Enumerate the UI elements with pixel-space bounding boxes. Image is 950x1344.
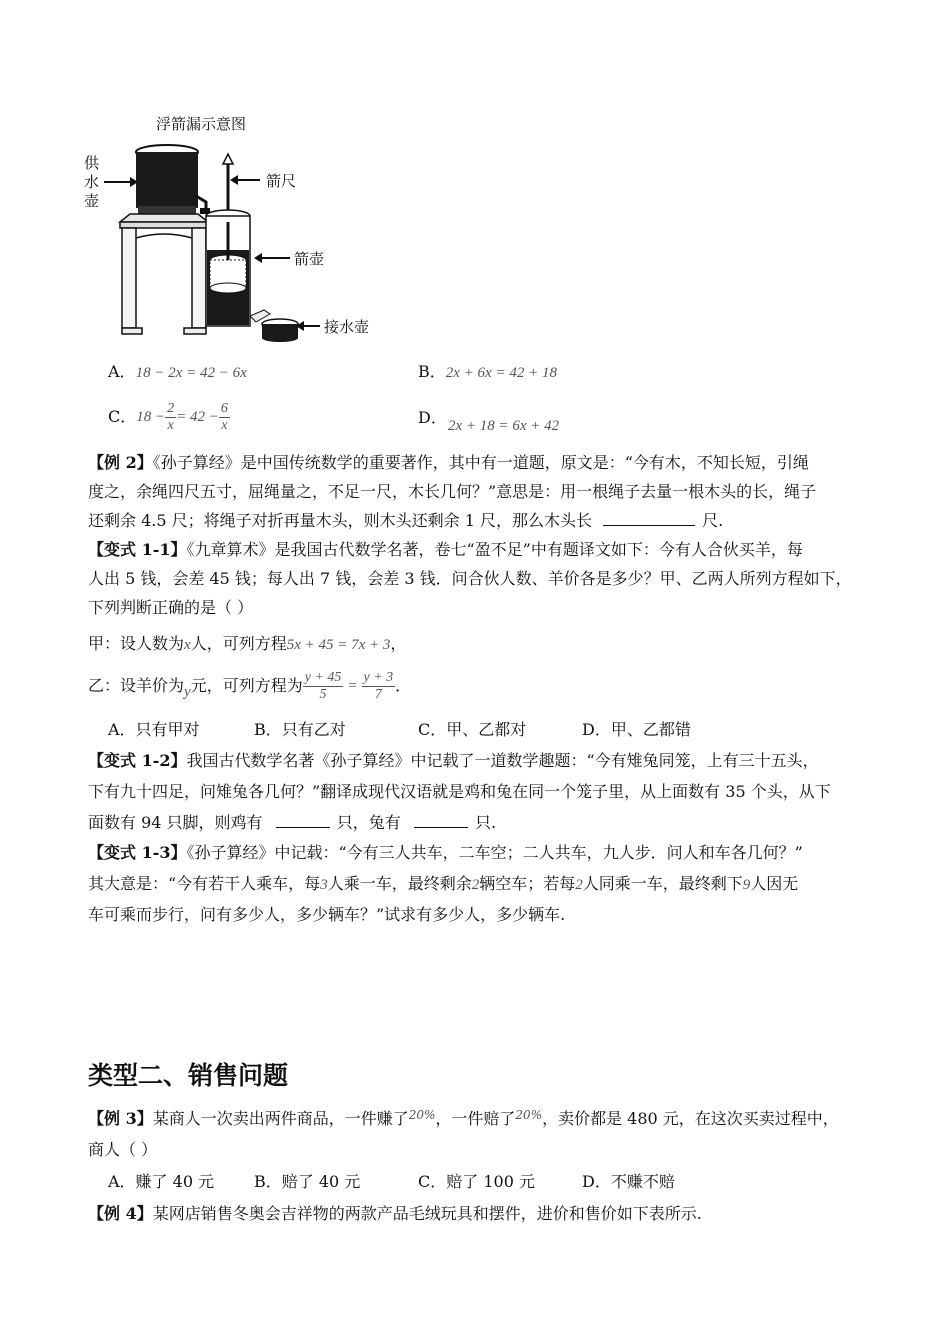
variant-1-3-line-1: 【变式 1-3】《孙子算经》中记载：“今有三人共车，二车空；二人共车，九人步．问人和车各几何？”	[88, 843, 803, 862]
variant-1-1-option-b: B．只有乙对	[254, 720, 346, 739]
label-receive: 接水壶	[324, 318, 370, 336]
example-2-line-1: 【例 2】《孙子算经》是中国传统数学的重要著作，其中有一道题，原文是：“今有木，不知长短，引绳	[88, 453, 809, 472]
variant-1-1-option-d: D．甲、乙都错	[582, 720, 691, 739]
figure	[80, 110, 400, 350]
answer-blank[interactable]	[276, 813, 330, 828]
label-supply: 供 水 壶	[84, 154, 100, 210]
variant-1-1-line-2: 人出 5 钱，会差 45 钱；每人出 7 钱，会差 3 钱．问合伙人数、羊价各是多少？甲、乙两人所列方程如下，	[88, 569, 852, 588]
section-title: 类型二、销售问题	[88, 1061, 289, 1090]
example-3-option-c: C．赔了 100 元	[418, 1172, 535, 1191]
variant-1-2-line-1: 【变式 1-2】我国古代数学名著《孙子算经》中记载了一道数学趣题：“今有雉兔同笼，上有三十五头，	[88, 751, 819, 770]
variant-1-1-line-3: 下列判断正确的是（ ）	[88, 598, 254, 617]
answer-blank[interactable]	[603, 511, 695, 526]
variant-1-1-line-1: 【变式 1-1】《九章算术》是我国古代数学名著，卷七“盈不足”中有题译文如下：今有人合伙买羊，每	[88, 540, 803, 559]
q1-option-d: D．	[418, 408, 447, 427]
label-pot: 箭壶	[294, 250, 325, 268]
variant-1-3-line-3: 车可乘而步行，问有多少人，多少辆车？”试求有多少人，多少辆车.	[88, 905, 566, 924]
example-2-line-3: 还剩余 4.5 尺；将绳子对折再量木头，则木头还剩余 1 尺，那么木头长 尺.	[88, 511, 724, 530]
variant-1-1-option-a: A．只有甲对	[108, 720, 200, 739]
example-3-option-d: D．不赚不赔	[582, 1172, 675, 1191]
example-2-line-2: 度之，余绳四尺五寸，屈绳量之，不足一尺，木长几何？”意思是：用一根绳子去量一根木头的长，绳子	[88, 482, 817, 501]
example-3-line-1: 【例 3】某商人一次卖出两件商品，一件赚了$^{20\%}$，一件赔了$^{20\%}$，卖价都是 480 元，在这次买卖过程中，	[88, 1108, 839, 1128]
fraction: $\frac{y + 45}{5}$	[304, 669, 342, 702]
variant-1-1-jia: 甲：设人数为x人，可列方程5x + 45 = 7x + 3，	[88, 634, 407, 653]
q1-option-c: C． 18 − $\frac{2}{x}$ = 42 − $\frac{6}{x}$	[108, 400, 228, 433]
q1-option-b: B．2x + 6x = 42 + 18	[418, 362, 557, 381]
fraction: $\frac{6}{x}$	[220, 400, 228, 433]
example-3-line-2: 商人（ ）	[88, 1140, 158, 1159]
variant-1-1-option-c: C．甲、乙都对	[418, 720, 527, 739]
variant-1-3-line-2: 其大意是：“今有若干人乘车，每3人乘一车，最终剩余2辆空车；若每2人同乘一车，最终剩下9人因无	[88, 874, 799, 893]
figure-title: 浮箭漏示意图	[156, 115, 247, 133]
label-rod: 箭尺	[266, 172, 297, 190]
answer-blank[interactable]	[414, 813, 468, 828]
example-3-option-a: A．赚了 40 元	[108, 1172, 215, 1191]
q1-option-a: A．18 − 2x = 42 − 6x	[108, 362, 247, 381]
fraction: $\frac{y + 3}{7}$	[363, 669, 394, 702]
q1-option-d-math: 2x + 18 = 6x + 42	[448, 418, 560, 434]
variant-1-2-line-2: 下有九十四足，问雉兔各几何？”翻译成现代汉语就是鸡和兔在同一个笼子里，从上面数有 35 个头，从下	[88, 782, 831, 801]
example-4-line-1: 【例 4】某网店销售冬奥会吉祥物的两款产品毛绒玩具和摆件，进价和售价如下表所示.	[88, 1204, 702, 1223]
variant-1-1-yi: 乙：设羊价为 y 元，可列方程为 $\frac{y + 45}{5}$ = $\frac{y + 3}{7}$ ．	[88, 669, 412, 702]
variant-1-2-line-3: 面数有 94 只脚，则鸡有 只，兔有 只.	[88, 813, 497, 832]
fraction: $\frac{2}{x}$	[167, 400, 175, 433]
example-3-option-b: B．赔了 40 元	[254, 1172, 361, 1191]
water-clock-diagram	[80, 110, 400, 350]
